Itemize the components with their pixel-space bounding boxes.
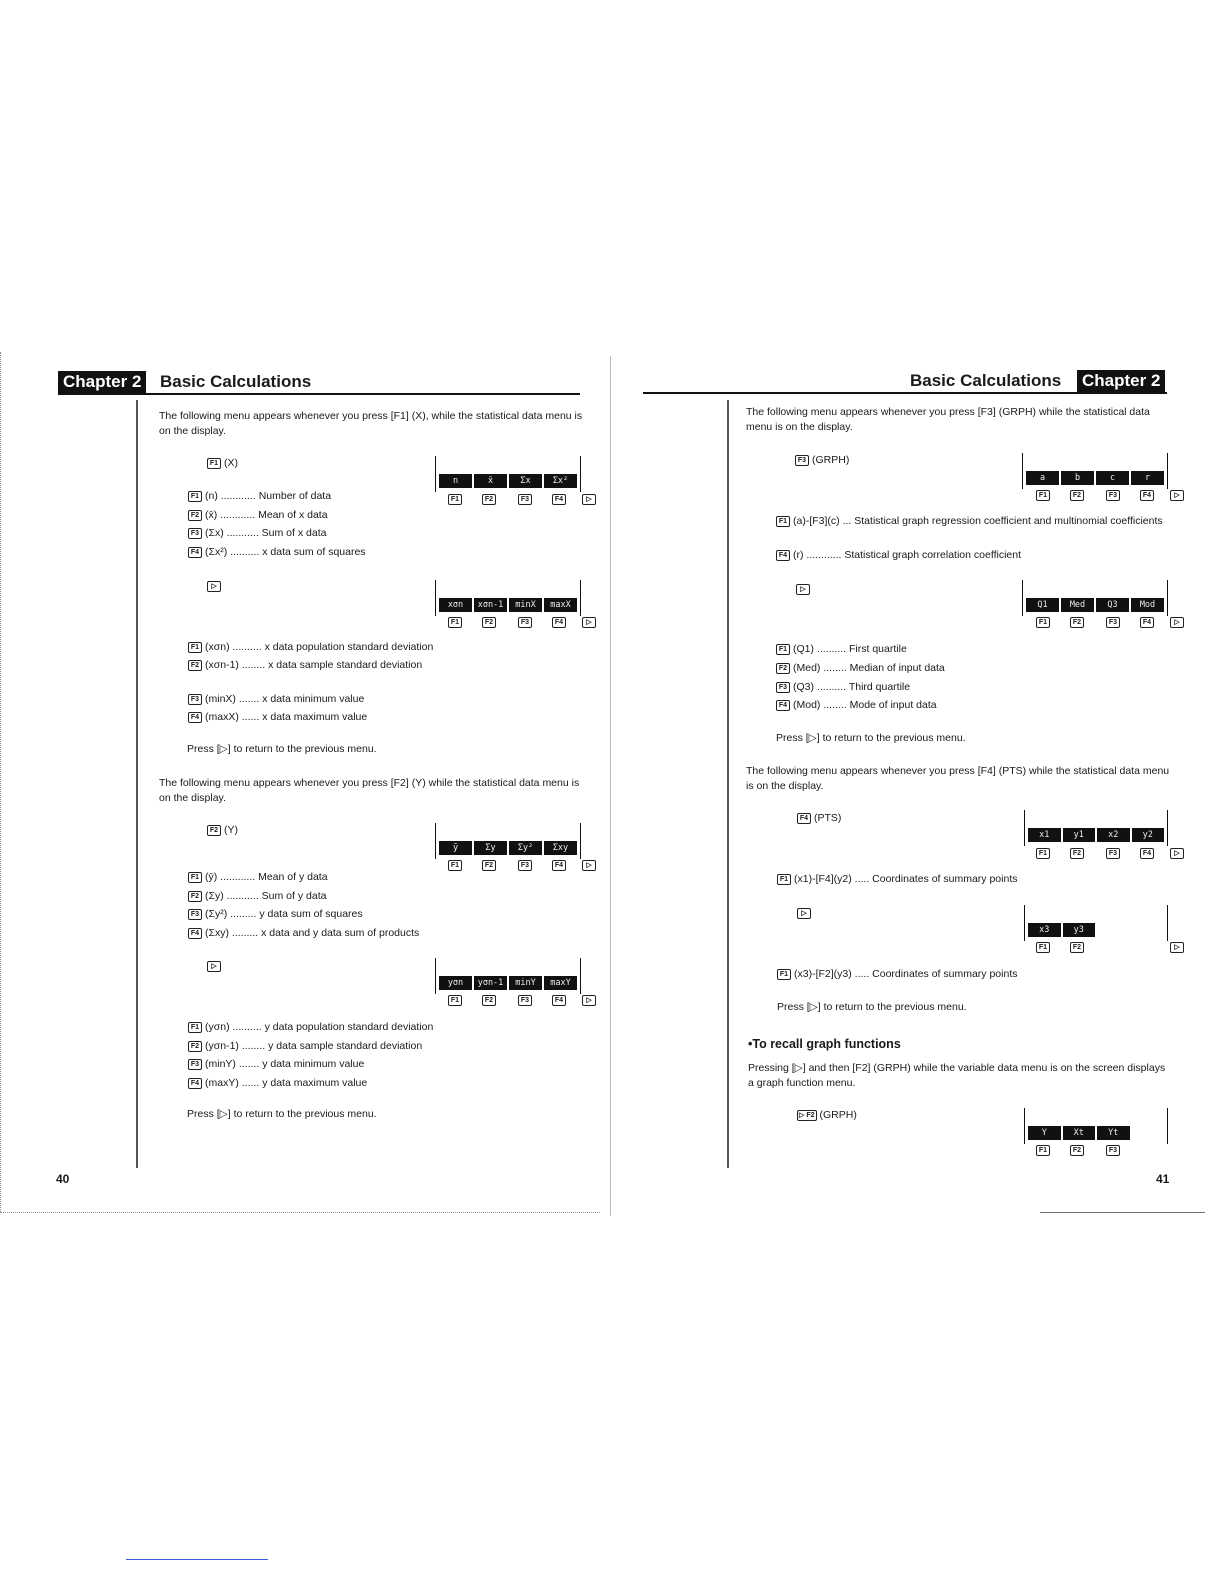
f2-key-icon: F2 [1070,942,1084,953]
f4-key-icon: F4 [776,700,790,711]
screen-y2 [435,958,581,994]
menu-cell: xσn-1 [474,598,507,612]
f4-key-icon: F4 [188,1078,202,1089]
item-symbol: (Σx²) [205,546,228,558]
key-x-row [207,456,238,470]
item-dots: ........ [820,699,850,711]
f4-key-icon: F4 [552,617,566,628]
f4-key-icon: F4 [552,860,566,871]
f4-key-icon: F4 [188,712,202,723]
item-row [188,870,328,884]
item-row [188,889,326,903]
item-row [188,508,328,522]
item-symbol: (r) [793,549,804,561]
f2-key-icon: F2 [482,995,496,1006]
menu-cell: x1 [1028,828,1061,842]
item-dots: ........ [820,662,850,674]
next-f2-key-icon: ▷ F2 [799,1112,815,1119]
item-dots: ............ [217,509,259,521]
fkeys-row [1036,490,1186,504]
menu-cell-empty [1132,923,1165,937]
menu-cell: x3 [1028,923,1061,937]
item-dots: ..... [851,873,873,885]
return-note-g: Press [▷] to return to the previous menu. [776,732,966,744]
item-symbol: (Σy²) [205,908,228,920]
next-key-icon: ▷ [582,860,596,871]
item-row [188,545,366,559]
f2-key-icon: F2 [482,494,496,505]
item-row [777,872,1018,886]
item-dots: ....... [235,693,263,705]
item-symbol: (maxY) [205,1077,239,1089]
link-underline [126,1559,268,1560]
header-rule [58,393,580,395]
item-symbol: (Σx) [205,527,224,539]
next-key-icon: ▷ [582,617,596,628]
item-row [188,489,331,503]
item-dots: ...... [238,1077,263,1089]
f4-key-icon: F4 [188,928,202,939]
item-desc: Coordinates of summary points [872,968,1018,980]
menu-cell: Σx [509,474,542,488]
screen-x2 [435,580,581,616]
intro-pts: The following menu appears whenever you press [F4] (PTS) while the statistical data menu is on the display. [746,765,1170,792]
f1-key-icon: F1 [188,642,202,653]
fkeys-row [448,617,598,631]
item-symbol: (x̄) [205,509,218,521]
f1-key-icon: F1 [777,969,791,980]
item-dots: ......... [228,927,262,939]
key-recall-label: (GRPH) [819,1109,857,1121]
item-dots: ............ [803,549,845,561]
f1-key-icon: F1 [207,458,221,469]
menu-cell: ȳ [439,841,472,855]
fkeys-row [1036,1145,1146,1159]
item-desc: y data minimum value [262,1058,365,1070]
menu-cell: Q3 [1096,598,1129,612]
f3-key-icon: F3 [1106,490,1120,501]
menu-cell: n [439,474,472,488]
bottom-edge [0,1212,600,1213]
next-key-icon: ▷ [796,584,810,595]
f1-key-icon: F1 [776,644,790,655]
item-desc: y data sum of squares [259,908,363,920]
f1-key-icon: F1 [188,872,202,883]
page-number: 40 [56,1172,70,1186]
fkeys-row [1036,617,1186,631]
next-key-icon: ▷ [207,961,221,972]
menu-cell: Σy² [509,841,542,855]
f3-key-icon: F3 [188,1059,202,1070]
item-symbol: (yσn-1) [205,1040,239,1052]
item-symbol: (Σxy) [205,927,229,939]
f1-key-icon: F1 [188,1022,202,1033]
item-desc: Mean of y data [258,871,328,883]
f1-key-icon: F1 [1036,490,1050,501]
f2-key-icon: F2 [776,663,790,674]
intro-y: The following menu appears whenever you press [F2] (Y) while the statistical data menu is on the display. [159,777,580,804]
f3-key-icon: F3 [795,455,809,466]
item-desc: Mode of input data [849,699,937,711]
item-dots: ..... [851,968,873,980]
menu-cell: Σx² [544,474,577,488]
next-key-row [207,959,224,973]
f3-key-icon: F3 [1106,1145,1120,1156]
f3-key-icon: F3 [188,909,202,920]
page-number: 41 [1156,1172,1170,1186]
menu-cell: maxX [544,598,577,612]
next-key-icon: ▷ [1170,490,1184,501]
fkeys-row [1036,848,1186,862]
section-title: Basic Calculations [910,371,1062,390]
next-key-icon: ▷ [582,995,596,1006]
item-symbol: (x3)-[F2](y3) [794,968,852,980]
item-symbol: (xσn) [205,641,230,653]
menu-cell: y2 [1132,828,1165,842]
screen-p2 [1024,905,1168,941]
f3-key-icon: F3 [1106,848,1120,859]
item-symbol: (Med) [793,662,821,674]
recall-text: Pressing [▷] and then [F2] (GRPH) while the variable data menu is on the screen displays a graph function menu. [748,1062,1166,1089]
menu-cell: a [1026,471,1059,485]
header-rule [643,392,1167,394]
item-desc: x data population standard deviation [264,641,434,653]
screen-g1 [1022,453,1168,489]
item-desc: Number of data [258,490,332,502]
item-row [776,680,910,694]
item-desc: y data maximum value [262,1077,368,1089]
item-dots: .......... [229,1021,265,1033]
item-symbol: (Mod) [793,699,821,711]
f2-key-icon: F2 [1070,617,1084,628]
item-symbol: (maxX) [205,711,239,723]
next-key-row [207,579,224,593]
f3-key-icon: F3 [518,860,532,871]
next-key-icon: ▷ [582,494,596,505]
menu-cell: yσn-1 [474,976,507,990]
return-note-y: Press [▷] to return to the previous menu. [187,1108,377,1120]
menu-cell: minY [509,976,542,990]
item-row [188,1020,433,1034]
f4-key-icon: F4 [552,995,566,1006]
item-row [188,710,367,724]
menu-cell: b [1061,471,1094,485]
next-key-icon: ▷ [1170,848,1184,859]
item-row [188,640,433,654]
f1-key-icon: F1 [448,617,462,628]
f4-key-icon: F4 [776,550,790,561]
menu-cell: x̄ [474,474,507,488]
item-row [776,548,1021,562]
f1-key-icon: F1 [188,491,202,502]
f1-key-icon: F1 [776,516,790,527]
return-note-x: Press [▷] to return to the previous menu. [187,743,377,755]
f4-key-icon: F4 [1140,848,1154,859]
item-symbol: (Σy) [205,890,224,902]
item-symbol: (n) [205,490,218,502]
chapter-badge: Chapter 2 [1077,370,1165,392]
item-row [188,1057,364,1071]
intro-grph: The following menu appears whenever you press [F3] (GRPH) while the statistical data menu is on the display. [746,406,1150,433]
item-dots: ........... [223,527,262,539]
f1-key-icon: F1 [448,995,462,1006]
item-dots: .......... [814,643,850,655]
bottom-edge [1040,1212,1205,1213]
menu-cell: x2 [1097,828,1130,842]
f2-key-icon: F2 [1070,490,1084,501]
item-desc: Statistical graph regression coefficient and multinomial coefficients [854,515,1163,527]
menu-cell: Q1 [1026,598,1059,612]
f2-key-icon: F2 [482,860,496,871]
recall-heading: •To recall graph functions [748,1037,901,1051]
item-row [776,514,1176,528]
f3-key-icon: F3 [518,617,532,628]
item-row [188,692,364,706]
f4-key-icon: F4 [1140,490,1154,501]
item-desc: Median of input data [849,662,945,674]
fkeys-row [448,995,598,1009]
item-dots: ....... [235,1058,263,1070]
fkeys-row [448,860,598,874]
item-dots: ............ [217,871,259,883]
item-row [188,526,326,540]
f1-key-icon: F1 [1036,1145,1050,1156]
key-y-label: (Y) [224,824,238,836]
menu-cell: minX [509,598,542,612]
next-key-icon: ▷ [797,908,811,919]
item-row [188,1039,422,1053]
key-grph-label: (GRPH) [812,454,850,466]
key-grph-row [795,453,849,467]
item-desc: Mean of x data [258,509,328,521]
item-desc: Sum of x data [261,527,327,539]
item-dots: .......... [814,681,849,693]
key-recall-row [797,1108,857,1122]
menu-cell: Med [1061,598,1094,612]
margin-line [727,400,729,1168]
fkeys-row [448,494,598,508]
item-symbol: (yσn) [205,1021,230,1033]
f2-key-icon: F2 [188,660,202,671]
item-desc: y data sample standard deviation [268,1040,423,1052]
f2-key-icon: F2 [188,510,202,521]
screen-y1 [435,823,581,859]
menu-cell: maxY [544,976,577,990]
item-dots: ......... [227,908,260,920]
next-key-icon: ▷ [1170,617,1184,628]
f1-key-icon: F1 [1036,942,1050,953]
item-symbol: (a)-[F3](c) [793,515,840,527]
screen-x1 [435,456,581,492]
item-desc: Third quartile [848,681,911,693]
item-desc: x data and y data sum of products [261,927,420,939]
item-row [188,907,363,921]
f1-key-icon: F1 [777,874,791,885]
f2-key-icon: F2 [188,891,202,902]
item-dots: ... [839,515,855,527]
menu-cell: r [1131,471,1164,485]
next-key-icon: ▷ [207,581,221,592]
item-dots: ...... [238,711,263,723]
key-pts-row [797,811,841,825]
intro-x: The following menu appears whenever you press [F1] (X), while the statistical data menu is on the display. [159,410,583,437]
f4-key-icon: F4 [1140,617,1154,628]
key-x-label: (X) [224,457,238,469]
f3-key-icon: F3 [188,528,202,539]
f1-key-icon: F1 [448,494,462,505]
menu-cell: Yt [1097,1126,1130,1140]
f3-key-icon: F3 [518,494,532,505]
screen-g2 [1022,580,1168,616]
f1-key-icon: F1 [448,860,462,871]
item-desc: x data sum of squares [262,546,366,558]
item-row [188,926,419,940]
menu-cell: y3 [1063,923,1096,937]
f1-key-icon: F1 [1036,617,1050,628]
margin-line [136,400,138,1168]
item-dots: ........... [223,890,262,902]
next-key-row [797,906,814,920]
return-note-p: Press [▷] to return to the previous menu. [777,1001,967,1013]
chapter-badge: Chapter 2 [58,371,146,393]
item-dots: .......... [229,641,265,653]
menu-cell: c [1096,471,1129,485]
menu-cell: Y [1028,1126,1061,1140]
item-row [776,698,937,712]
screen-p1 [1024,810,1168,846]
f3-key-icon: F3 [776,682,790,693]
item-symbol: (xσn-1) [205,659,239,671]
menu-cell-empty [1132,1126,1165,1140]
f4-key-icon: F4 [797,813,811,824]
item-row [188,658,428,672]
f4-key-icon: F4 [188,547,202,558]
screen-r [1024,1108,1168,1144]
item-symbol: (Q1) [793,643,814,655]
item-row [776,642,907,656]
f4-key-icon: F4 [552,494,566,505]
item-symbol: (minX) [205,693,236,705]
item-symbol: (ȳ) [205,871,218,883]
item-symbol: (x1)-[F4](y2) [794,873,852,885]
gutter-line [610,356,611,1216]
item-desc: x data maximum value [262,711,368,723]
menu-cell: yσn [439,976,472,990]
section-title: Basic Calculations [160,372,312,391]
f1-key-icon: F1 [1036,848,1050,859]
f2-key-icon: F2 [1070,848,1084,859]
item-desc: Coordinates of summary points [872,873,1018,885]
f3-key-icon: F3 [518,995,532,1006]
menu-cell: xσn [439,598,472,612]
item-dots: .......... [227,546,263,558]
menu-cell: Σy [474,841,507,855]
menu-cell: y1 [1063,828,1096,842]
f2-key-icon: F2 [1070,1145,1084,1156]
item-row [777,967,1018,981]
f2-key-icon: F2 [482,617,496,628]
item-row [188,1076,367,1090]
menu-cell-empty [1097,923,1130,937]
item-dots: ........ [238,659,269,671]
item-symbol: (Q3) [793,681,814,693]
item-desc: Sum of y data [261,890,327,902]
next-key-row [796,582,813,596]
item-row [776,661,945,675]
item-desc: First quartile [849,643,907,655]
menu-cell: Σxy [544,841,577,855]
item-desc: x data sample standard deviation [268,659,423,671]
item-symbol: (minY) [205,1058,236,1070]
item-desc: x data minimum value [262,693,365,705]
f2-key-icon: F2 [207,825,221,836]
page-edge [0,352,6,1212]
menu-cell: Xt [1063,1126,1096,1140]
item-dots: ............ [217,490,259,502]
f3-key-icon: F3 [1106,617,1120,628]
item-desc: Statistical graph correlation coefficient [844,549,1021,561]
menu-cell: Mod [1131,598,1164,612]
fkeys-row [1036,942,1186,956]
f3-key-icon: F3 [188,694,202,705]
item-dots: ........ [238,1040,269,1052]
key-y-row [207,823,238,837]
f2-key-icon: F2 [188,1041,202,1052]
item-desc: y data population standard deviation [264,1021,434,1033]
key-pts-label: (PTS) [814,812,842,824]
next-key-icon: ▷ [1170,942,1184,953]
